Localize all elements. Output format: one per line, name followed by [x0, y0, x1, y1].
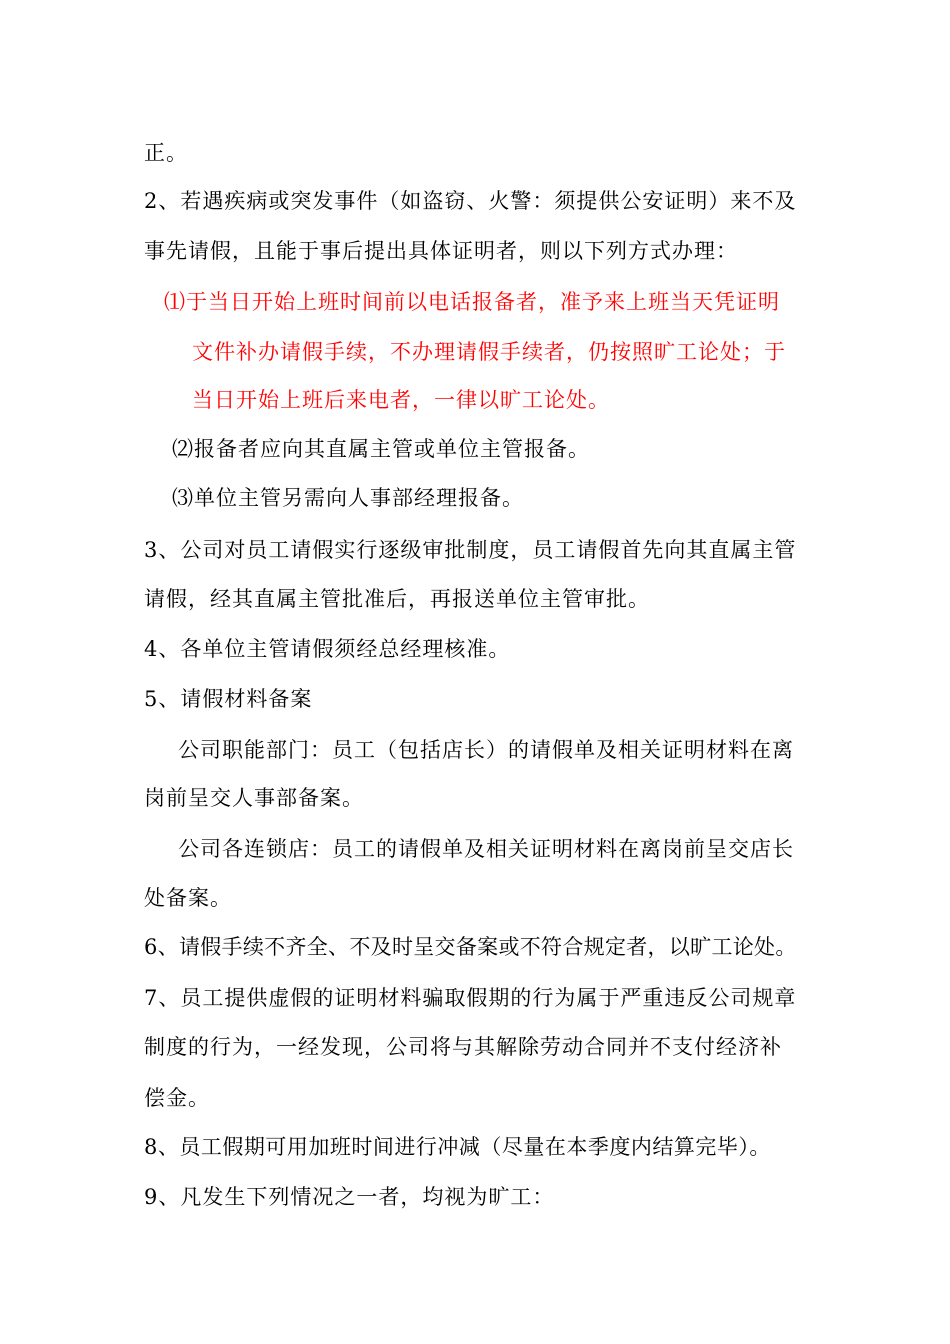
- item-5-para-2-line-1: 公司各连锁店：员工的请假单及相关证明材料在离岗前呈交店长: [178, 837, 794, 861]
- text-line: 正。: [144, 141, 188, 165]
- item-6-line: 6、请假手续不齐全、不及时呈交备案或不符合规定者，以旷工论处。: [144, 935, 797, 959]
- item-3-line-2: 请假，经其直属主管批准后，再报送单位主管审批。: [144, 587, 650, 611]
- item-7-line-2: 制度的行为，一经发现，公司将与其解除劳动合同并不支付经济补: [144, 1035, 782, 1059]
- item-5-para-2-line-2: 处备案。: [144, 886, 232, 910]
- item-2-line-2: 事先请假，且能于事后提出具体证明者，则以下列方式办理：: [144, 239, 738, 263]
- subitem-1-line-2: 文件补办请假手续，不办理请假手续者，仍按照旷工论处；于: [192, 340, 786, 364]
- item-3-line-1: 3、公司对员工请假实行逐级审批制度，员工请假首先向其直属主管: [144, 538, 797, 562]
- subitem-2-line: ⑵报备者应向其直属主管或单位主管报备。: [172, 437, 590, 461]
- item-5-heading: 5、请假材料备案: [144, 687, 313, 711]
- item-7-line-1: 7、员工提供虚假的证明材料骗取假期的行为属于严重违反公司规章: [144, 986, 797, 1010]
- item-2-line-1: 2、若遇疾病或突发事件（如盗窃、火警：须提供公安证明）来不及: [144, 189, 797, 213]
- item-4-line: 4、各单位主管请假须经总经理核准。: [144, 637, 511, 661]
- item-8-line: 8、员工假期可用加班时间进行冲减（尽量在本季度内结算完毕）。: [144, 1135, 771, 1159]
- subitem-1-line-1: ⑴于当日开始上班时间前以电话报备者，准予来上班当天凭证明: [164, 290, 780, 314]
- item-5-para-1-line-1: 公司职能部门：员工（包括店长）的请假单及相关证明材料在离: [178, 738, 794, 762]
- subitem-3-line: ⑶单位主管另需向人事部经理报备。: [172, 486, 524, 510]
- item-5-para-1-line-2: 岗前呈交人事部备案。: [144, 786, 364, 810]
- item-7-line-3: 偿金。: [144, 1086, 210, 1110]
- item-9-line: 9、凡发生下列情况之一者，均视为旷工：: [144, 1185, 555, 1209]
- subitem-1-line-3: 当日开始上班后来电者，一律以旷工论处。: [192, 388, 610, 412]
